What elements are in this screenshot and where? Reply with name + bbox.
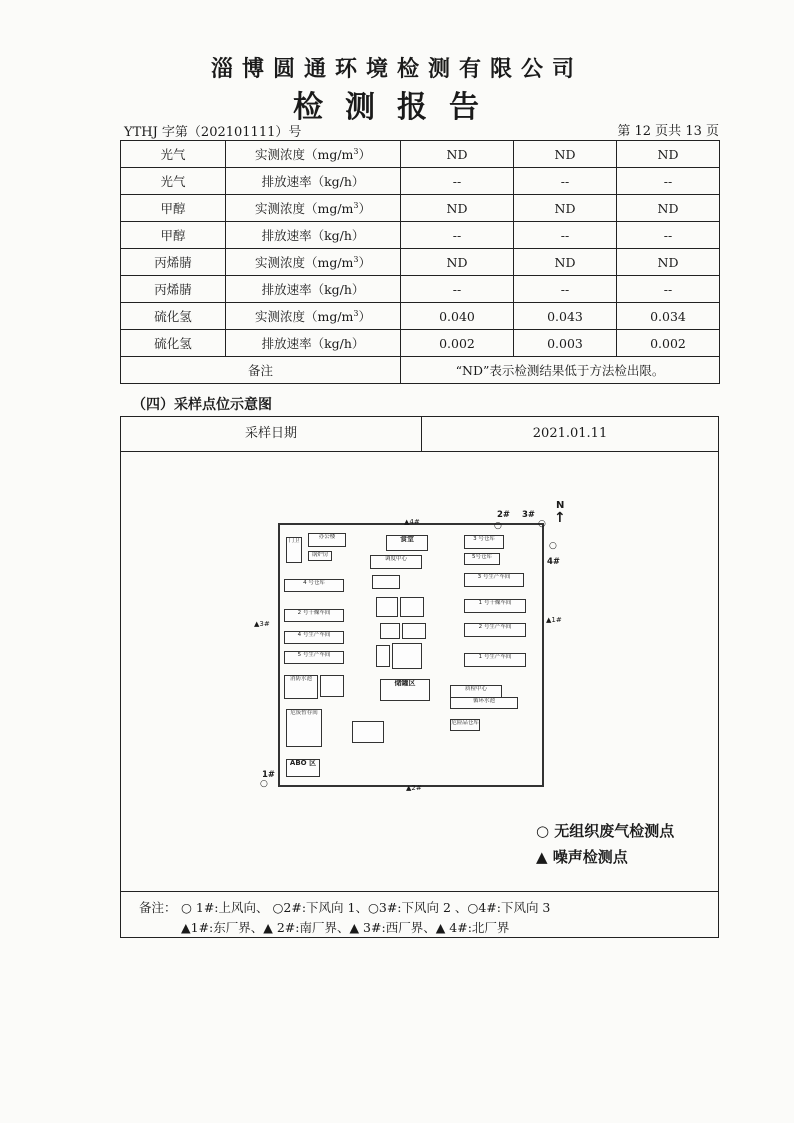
table-row — [121, 276, 720, 303]
workshop-3: 3 号生产车间 — [464, 573, 524, 587]
pollutant-cell: 甲醇 — [121, 195, 226, 222]
gas-point-4-marker: ○ — [549, 541, 557, 551]
value-cell-2: 0.003 — [514, 330, 617, 357]
metric-cell: 排放速率（kg/h） — [226, 276, 401, 303]
section-title: （四）采样点位示意图 — [132, 397, 272, 413]
value-cell-1: -- — [401, 222, 514, 249]
value-cell-3: -- — [617, 276, 720, 303]
remark-label: 备注 — [121, 357, 401, 384]
value-cell-1: ND — [401, 141, 514, 168]
gas-point-2-marker: ○ — [494, 521, 502, 531]
gas-point-2: 2# — [497, 510, 511, 520]
table-row — [121, 195, 720, 222]
gas-point-1: 1# — [262, 770, 276, 780]
map-header — [121, 417, 718, 452]
notes-line-2: ▲1#:东厂界、▲ 2#:南厂界、▲ 3#:西厂界、▲ 4#:北厂界 — [181, 920, 510, 935]
pollutant-cell: 硫化氢 — [121, 330, 226, 357]
workshop-4: 4 号生产车间 — [284, 631, 344, 644]
canteen-building: 食堂 — [386, 535, 428, 551]
gas-point-1-marker: ○ — [260, 779, 268, 789]
table-row — [121, 141, 720, 168]
company-name: 淄博圆通环境检测有限公司 — [210, 57, 583, 82]
north-arrow-icon: ↑ — [554, 510, 566, 526]
value-cell-3: -- — [617, 222, 720, 249]
metric-cell: 排放速率（kg/h） — [226, 222, 401, 249]
value-cell-3: -- — [617, 168, 720, 195]
results-table — [120, 140, 720, 384]
rd-building: 质检中心 — [450, 685, 502, 699]
dry-workshop-1: 1 号干燥车间 — [464, 599, 526, 613]
north-label: N — [556, 500, 565, 511]
pollutant-cell: 硫化氢 — [121, 303, 226, 330]
small-building-a — [372, 575, 400, 589]
office-building: 办公楼 — [308, 533, 346, 547]
hazard-warehouse: 危险品仓库 — [450, 719, 480, 731]
value-cell-1: ND — [401, 249, 514, 276]
recycle-pool: 循环水池 — [450, 697, 518, 709]
workshop-1: 1 号生产车间 — [464, 653, 526, 667]
small-building-g — [392, 643, 422, 669]
pollutant-cell: 丙烯腈 — [121, 249, 226, 276]
table-row — [121, 168, 720, 195]
value-cell-3: ND — [617, 249, 720, 276]
date-value: 2021.01.11 — [532, 426, 608, 441]
gas-point-3-marker: ○ — [538, 519, 546, 529]
value-cell-3: 0.002 — [617, 330, 720, 357]
noise-point-2: ▲2# — [406, 784, 422, 792]
value-cell-2: -- — [514, 168, 617, 195]
value-cell-1: 0.040 — [401, 303, 514, 330]
notes-label: 备注： — [139, 900, 177, 915]
warehouse-3: 3 号仓库 — [464, 535, 504, 549]
value-cell-2: ND — [514, 249, 617, 276]
map-notes — [121, 891, 718, 938]
legend-noise: ▲ 噪声检测点 — [536, 848, 628, 866]
gas-point-3: 3# — [522, 510, 536, 520]
small-building-c — [400, 597, 424, 617]
metric-cell: 实测浓度$(mg/m^3)$ — [226, 141, 401, 168]
value-cell-2: 0.043 — [514, 303, 617, 330]
warehouse-5: 5号仓库 — [464, 553, 500, 565]
gas-point-4: 4# — [547, 557, 561, 567]
boiler-building: 锅炉房 — [308, 551, 332, 561]
abo-area: ABO 区 — [286, 759, 320, 777]
small-building-d — [380, 623, 400, 639]
value-cell-2: ND — [514, 141, 617, 168]
tank-area: 储罐区 — [380, 679, 430, 701]
pool-building: 消防水池 — [284, 675, 318, 699]
noise-point-4: ▲4# — [404, 518, 420, 526]
value-cell-2: ND — [514, 195, 617, 222]
metric-cell: 排放速率（kg/h） — [226, 330, 401, 357]
small-building-h — [320, 675, 344, 697]
report-title: 检测报告 — [293, 90, 501, 125]
value-cell-2: -- — [514, 222, 617, 249]
value-cell-1: ND — [401, 195, 514, 222]
remark-text: “ND”表示检测结果低于方法检出限。 — [401, 357, 720, 384]
metric-cell: 实测浓度$(mg/m^3)$ — [226, 195, 401, 222]
pollutant-cell: 甲醇 — [121, 222, 226, 249]
center-building: 调度中心 — [370, 555, 422, 569]
value-cell-3: ND — [617, 141, 720, 168]
waste-building: 危废暂存间 — [286, 709, 322, 747]
value-cell-3: 0.034 — [617, 303, 720, 330]
value-cell-1: 0.002 — [401, 330, 514, 357]
value-cell-2: -- — [514, 276, 617, 303]
workshop-2: 2 号生产车间 — [464, 623, 526, 637]
date-label: 采样日期 — [121, 417, 422, 451]
page-number: 第 12 页共 13 页 — [617, 124, 719, 139]
noise-point-1: ▲1# — [546, 616, 562, 624]
guard-building: 门卫 — [286, 537, 302, 563]
value-cell-1: -- — [401, 276, 514, 303]
metric-cell: 实测浓度$(mg/m^3)$ — [226, 249, 401, 276]
small-building-f — [376, 645, 390, 667]
table-row — [121, 222, 720, 249]
warehouse-4: 4 号仓库 — [284, 579, 344, 592]
value-cell-3: ND — [617, 195, 720, 222]
small-building-i — [352, 721, 384, 743]
metric-cell: 实测浓度$(mg/m^3)$ — [226, 303, 401, 330]
value-cell-1: -- — [401, 168, 514, 195]
report-number: YTHJ 字第（202101111）号 — [124, 125, 302, 140]
dry-workshop-2: 2 号干燥车间 — [284, 609, 344, 622]
table-row — [121, 303, 720, 330]
legend-gas: ○ 无组织废气检测点 — [536, 822, 675, 840]
small-building-e — [402, 623, 426, 639]
remark-row — [121, 357, 720, 384]
table-row — [121, 249, 720, 276]
pollutant-cell: 光气 — [121, 141, 226, 168]
notes-line-1: ○ 1#:上风向、 ○2#:下风向 1、○3#:下风向 2 、○4#:下风向 3 — [181, 900, 551, 915]
table-row — [121, 330, 720, 357]
small-building-b — [376, 597, 398, 617]
site-plan — [278, 523, 544, 787]
pollutant-cell: 光气 — [121, 168, 226, 195]
pollutant-cell: 丙烯腈 — [121, 276, 226, 303]
metric-cell: 排放速率（kg/h） — [226, 168, 401, 195]
workshop-5: 5 号生产车间 — [284, 651, 344, 664]
noise-point-3: ▲3# — [254, 620, 270, 628]
